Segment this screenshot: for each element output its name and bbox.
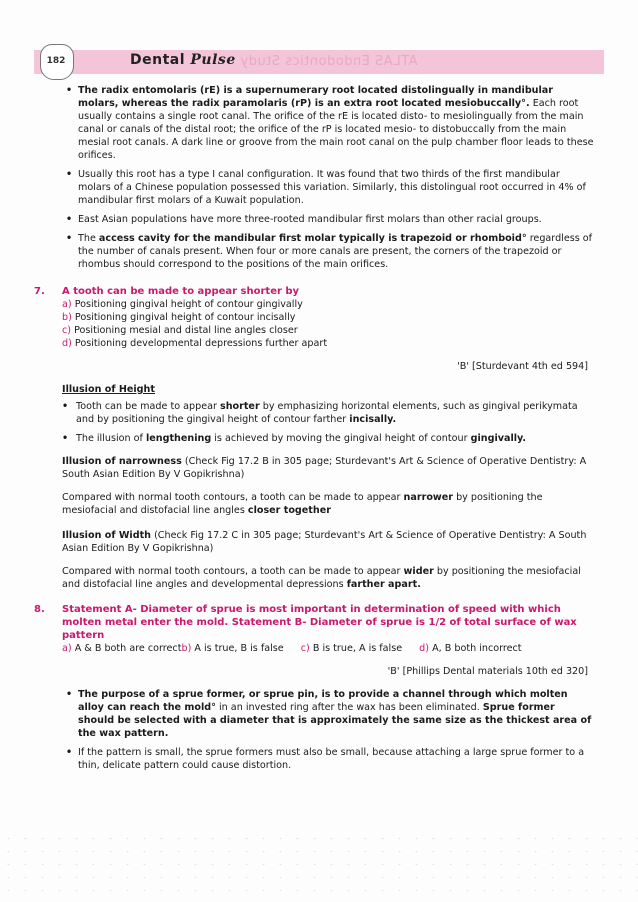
narrowness-heading: Illusion of narrowness (Check Fig 17.2 B in 305 page; Sturdevant's Art & Science of Operative Dentistry: A South Asian Edition By V Gopikrishna) <box>62 456 587 480</box>
option-d: d) Positioning developmental depressions further apart <box>62 338 328 349</box>
answer-7: 'B' [Sturdevant 4th ed 594] <box>457 361 588 372</box>
options-row: a) A & B both are correctb) A is true, B is false c) B is true, A is false d) A, B both incorrect <box>62 643 522 654</box>
list-item: • The radix entomolaris (rE) is a supernumerary root located distolingually in mandibular molars, whereas the radix paramolaris (rP) is an extra root located mesiobuccally°. Each root usually contains a single root canal. The orifice of the rE is located disto- to mesiolingually from the main canal or canals of the distal root; the orifice of the rP is located mesio- to distobuccally from the main mesial root canals. A dark line or groove from the main root canal on the pulp chamber floor leads to these orifices. <box>34 84 594 162</box>
question-8 <box>34 603 594 655</box>
question-number: 8. <box>34 604 45 615</box>
question-number: 7. <box>34 286 45 297</box>
bullet-list-1 <box>34 84 594 271</box>
narrowness-text: Compared with normal tooth contours, a tooth can be made to appear narrower by positioning the mesiofacial and distofacial line angles closer together <box>62 492 543 516</box>
header-watermark: ATLAS Endodontics Study <box>240 54 418 69</box>
list-item: • If the pattern is small, the sprue formers must also be small, because attaching a large sprue former to a thin, delicate pattern could cause distortion. <box>34 746 594 772</box>
question-text: Statement A- Diameter of sprue is most important in determination of speed with which molten metal enter the mold. Statement B- Diameter of sprue is 1/2 of total surface of wax pattern <box>62 604 577 641</box>
answer-8: 'B' [Phillips Dental materials 10th ed 320] <box>387 666 588 677</box>
bullet-list-2 <box>34 400 594 445</box>
option-c: c) Positioning mesial and distal line angles closer <box>62 325 298 336</box>
subheading-height: Illusion of Height <box>62 384 155 395</box>
question-text: A tooth can be made to appear shorter by <box>62 286 300 297</box>
decorative-speckle <box>0 832 638 902</box>
bullet-list-3 <box>34 688 594 772</box>
header-title: Dental Pulse <box>130 52 236 68</box>
page-number: 182 <box>46 56 66 66</box>
option-b: b) Positioning gingival height of contour incisally <box>62 312 296 323</box>
width-text: Compared with normal tooth contours, a tooth can be made to appear wider by positioning the mesiofacial and distofacial line angles and developmental depressions farther apart. <box>62 566 581 590</box>
list-item: • The illusion of lengthening is achieved by moving the gingival height of contour gingivally. <box>34 432 594 445</box>
option-a: a) Positioning gingival height of contour gingivally <box>62 299 303 310</box>
list-item: • The access cavity for the mandibular first molar typically is trapezoid or rhomboid° regardless of the number of canals present. When four or more canals are present, the corners of the trapezoid or rhombus should correspond to the positions of the main orifices. <box>34 232 594 271</box>
list-item: • East Asian populations have more three-rooted mandibular first molars than other racial groups. <box>34 213 594 226</box>
width-heading: Illusion of Width (Check Fig 17.2 C in 305 page; Sturdevant's Art & Science of Operative Dentistry: A South Asian Edition By V Gopikrishna) <box>62 530 587 554</box>
list-item: • The purpose of a sprue former, or sprue pin, is to provide a channel through which molten alloy can reach the mold° in an invested ring after the wax has been eliminated. Sprue former should be selected with a diameter that is approximately the same size as the thickest area of the wax pattern. <box>34 688 594 740</box>
question-7 <box>34 285 594 350</box>
list-item: • Usually this root has a type I canal configuration. It was found that two thirds of the first mandibular molars of a Chinese population possessed this variation. Similarly, this distolingual root occurred in 4% of mandibular first molars of a Kuwait population. <box>34 168 594 207</box>
page-content <box>34 84 594 778</box>
list-item: • Tooth can be made to appear shorter by emphasizing horizontal elements, such as gingival perikymata and by positioning the gingival height of contour farther incisally. <box>34 400 594 426</box>
